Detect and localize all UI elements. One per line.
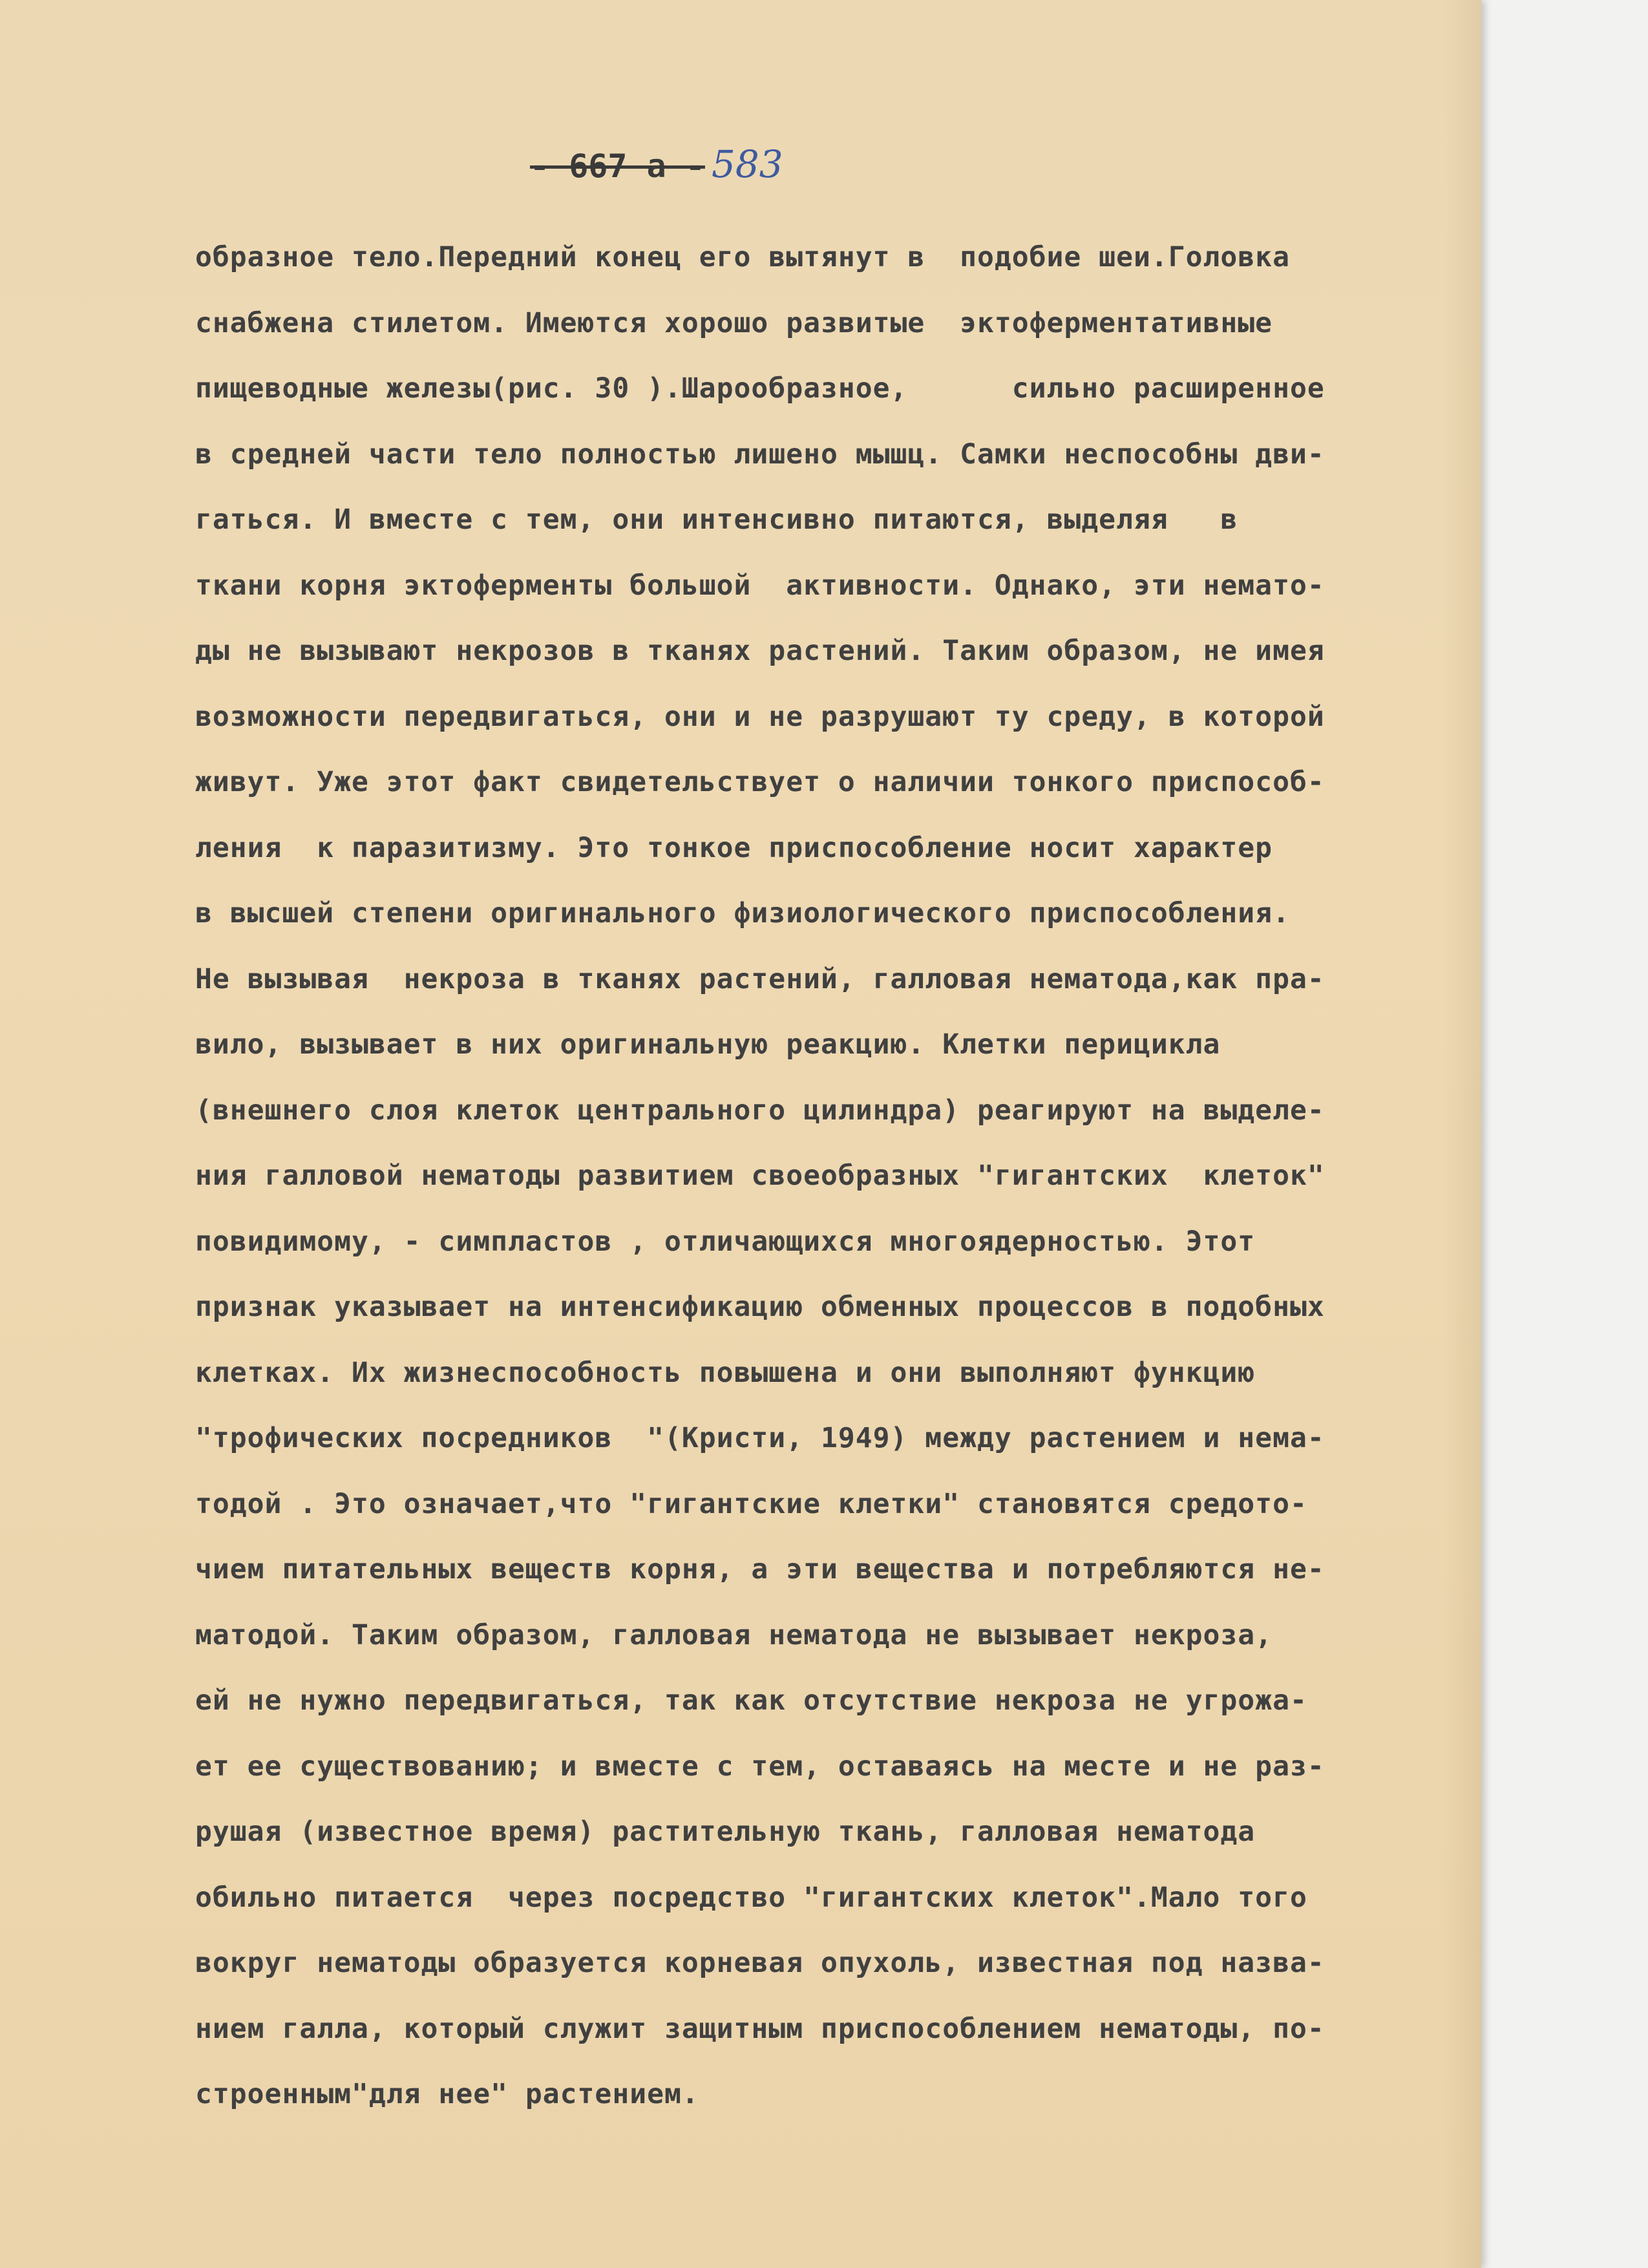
- text-line: в средней части тело полностью лишено мышц. Самки неспособны дви-: [195, 438, 1325, 471]
- text-line: образное тело.Передний конец его вытянут в подобие шеи.Головка: [195, 241, 1290, 273]
- typed-text-body: [195, 225, 1481, 2128]
- text-line: гаться. И вместе с тем, они интенсивно питаются, выделяя в: [195, 503, 1238, 536]
- text-line: "трофических посредников "(Кристи, 1949) между растением и нема-: [195, 1422, 1325, 1454]
- text-line: тодой . Это означает,что "гигантские клетки" становятся средото-: [195, 1487, 1307, 1520]
- text-line: чием питательных веществ корня, а эти вещества и потребляются не-: [195, 1553, 1325, 1585]
- text-line: ления к паразитизму. Это тонкое приспособление носит характер: [195, 831, 1273, 864]
- text-line: (внешнего слоя клеток центрального цилиндра) реагируют на выделе-: [195, 1094, 1325, 1127]
- text-line: снабжена стилетом. Имеются хорошо развитые эктоферментативные: [195, 306, 1273, 339]
- text-line: нием галла, который служит защитным приспособлением нематоды, по-: [195, 2012, 1325, 2045]
- handwritten-page-number: 583: [711, 142, 783, 186]
- text-line: пищеводные железы(рис. 30 ).Шарообразное, сильно расширенное: [195, 372, 1325, 405]
- text-line: ей не нужно передвигаться, так как отсутствие некроза не угрожа-: [195, 1684, 1307, 1717]
- text-line: возможности передвигаться, они и не разрушают ту среду, в которой: [195, 700, 1325, 733]
- text-line: обильно питается через посредство "гигантских клеток".Мало того: [195, 1881, 1307, 1914]
- text-line: вокруг нематоды образуется корневая опухоль, известная под назва-: [195, 1947, 1325, 1979]
- text-line: признак указывает на интенсификацию обменных процессов в подобных: [195, 1291, 1325, 1323]
- text-line: ет ее существованию; и вместе с тем, оставаясь на месте и не раз-: [195, 1750, 1325, 1783]
- text-line: живут. Уже этот факт свидетельствует о наличии тонкого приспособ-: [195, 766, 1325, 798]
- text-line: клетках. Их жизнеспособность повышена и они выполняют функцию: [195, 1356, 1256, 1389]
- text-line: вило, вызывает в них оригинальную реакцию. Клетки перицикла: [195, 1028, 1221, 1061]
- text-line: ды не вызывают некрозов в тканях растений. Таким образом, не имея: [195, 635, 1325, 667]
- text-line: ткани корня эктоферменты большой активности. Однако, эти немато-: [195, 569, 1325, 602]
- page-number: [530, 142, 783, 186]
- text-line: Не вызывая некроза в тканях растений, галловая нематода,как пра-: [195, 962, 1325, 995]
- text-line: рушая (известное время) растительную ткань, галловая нематода: [195, 1816, 1256, 1848]
- text-line: в высшей степени оригинального физиологического приспособления.: [195, 897, 1290, 929]
- text-line: ния галловой нематоды развитием своеобразных "гигантских клеток": [195, 1160, 1325, 1192]
- text-line: повидимому, - симпластов , отличающихся многоядерностью. Этот: [195, 1225, 1256, 1258]
- typed-page-number: - 667 а -: [530, 147, 705, 185]
- text-line: матодой. Таким образом, галловая нематода не вызывает некроза,: [195, 1618, 1273, 1651]
- text-line: строенным"для нее" растением.: [195, 2078, 699, 2110]
